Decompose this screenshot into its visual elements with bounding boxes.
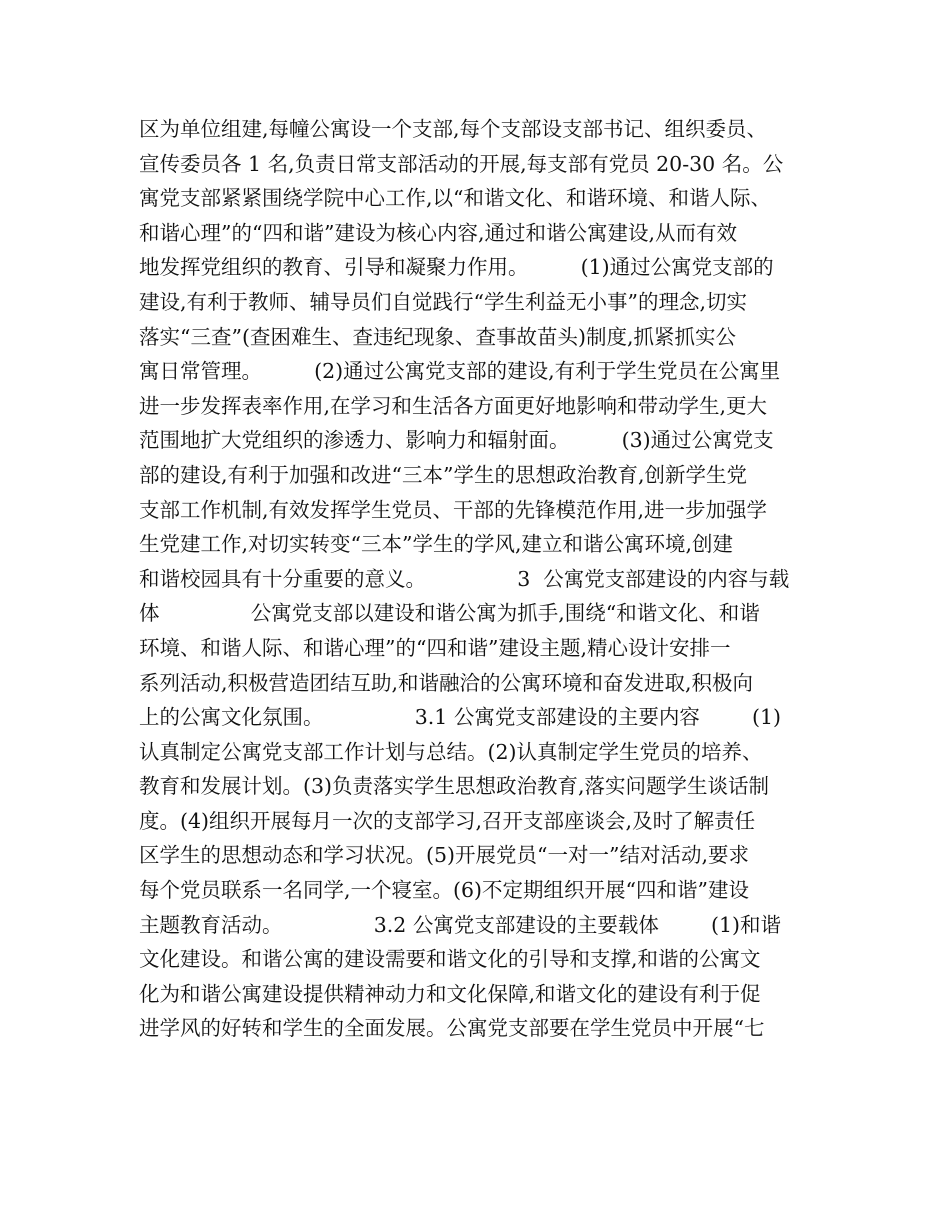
text-line: 支部工作机制,有效发挥学生党员、干部的先锋模范作用,进一步加强学: [139, 497, 768, 522]
text-line: 宣传委员各 1 名,负责日常支部活动的开展,每支部有党员 20-30 名。公: [139, 151, 784, 176]
text-line: 上的公寓文化氛围。 3.1 公寓党支部建设的主要内容 (1): [139, 705, 782, 730]
text-line: 部的建设,有利于加强和改进“三本”学生的思想政治教育,创新学生党: [139, 462, 747, 487]
text-line: 文化建设。和谐公寓的建设需要和谐文化的引导和支撑,和谐的公寓文: [139, 947, 761, 972]
text-line: 化为和谐公寓建设提供精神动力和文化保障,和谐文化的建设有利于促: [139, 981, 761, 1006]
text-line: 教育和发展计划。(3)负责落实学生思想政治教育,落实问题学生谈话制: [139, 774, 770, 799]
text-line: 进一步发挥表率作用,在学习和生活各方面更好地影响和带动学生,更大: [139, 393, 768, 418]
text-line: 寓党支部紧紧围绕学院中心工作,以“和谐文化、和谐环境、和谐人际、: [139, 186, 771, 211]
text-line: 范围地扩大党组织的渗透力、影响力和辐射面。 (3)通过公寓党支: [139, 428, 774, 453]
text-line: 区学生的思想动态和学习状况。(5)开展党员“一对一”结对活动,要求: [139, 843, 750, 868]
text-line: 每个党员联系一名同学,一个寝室。(6)不定期组织开展“四和谐”建设: [139, 878, 750, 903]
text-line: 体 公寓党支部以建设和谐公寓为抓手,围绕“和谐文化、和谐: [139, 601, 760, 626]
text-line: 系列活动,积极营造团结互助,和谐融洽的公寓环境和奋发进取,积极向: [139, 670, 754, 695]
text-line: 环境、和谐人际、和谐心理”的“四和谐”建设主题,精心设计安排一: [139, 635, 731, 660]
text-line: 寓日常管理。 (2)通过公寓党支部的建设,有利于学生党员在公寓里: [139, 359, 781, 384]
text-line: 落实“三查”(查困难生、查违纪现象、查事故苗头)制度,抓紧抓实公: [139, 324, 736, 349]
text-line: 建设,有利于教师、辅导员们自觉践行“学生利益无小事”的理念,切实: [139, 289, 747, 314]
text-line: 认真制定公寓党支部工作计划与总结。(2)认真制定学生党员的培养、: [139, 739, 763, 764]
body-text: [139, 112, 819, 1046]
text-line: 和谐心理”的“四和谐”建设为核心内容,通过和谐公寓建设,从而有效: [139, 220, 737, 245]
text-line: 区为单位组建,每幢公寓设一个支部,每个支部设支部书记、组织委员、: [139, 117, 768, 141]
text-line: 进学风的好转和学生的全面发展。公寓党支部要在学生党员中开展“七: [139, 1016, 765, 1041]
text-line: 和谐校园具有十分重要的意义。 3 公寓党支部建设的内容与载: [139, 566, 790, 591]
text-line: 生党建工作,对切实转变“三本”学生的学风,建立和谐公寓环境,创建: [139, 532, 734, 557]
text-line: 地发挥党组织的教育、引导和凝聚力作用。 (1)通过公寓党支部的: [139, 255, 774, 280]
text-line: 度。(4)组织开展每月一次的支部学习,召开支部座谈会,及时了解责任: [139, 808, 756, 833]
text-line: 主题教育活动。 3.2 公寓党支部建设的主要载体 (1)和谐: [139, 912, 782, 937]
